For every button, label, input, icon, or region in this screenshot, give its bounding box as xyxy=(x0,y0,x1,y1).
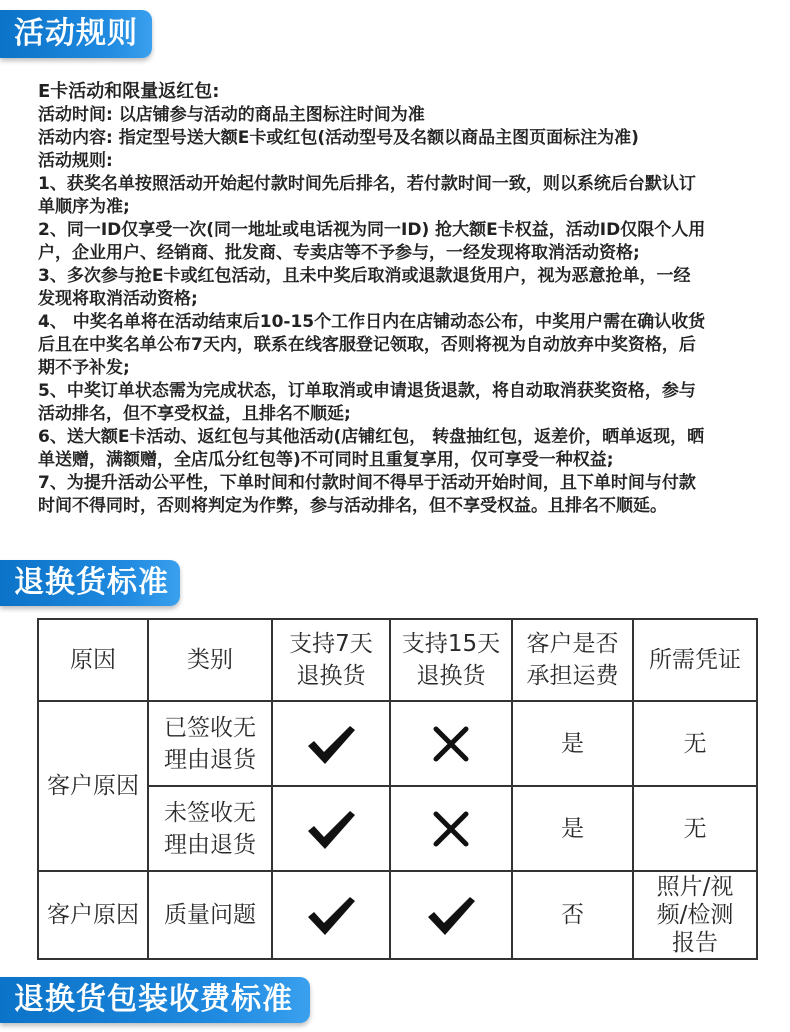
rules-line: 7、为提升活动公平性，下单时间和付款时间不得早于活动开始时间，且下单时间与付款 xyxy=(38,473,696,493)
shipping-cell: 是 xyxy=(512,701,633,786)
header-15-days-line2: 退换货 xyxy=(416,663,486,689)
rules-line: 发现将取消活动资格; xyxy=(38,289,198,309)
check-icon xyxy=(304,893,358,937)
proof-line2: 频/检测 xyxy=(656,902,734,928)
section-title-packaging-fee: 退换货包装收费标准 xyxy=(0,977,310,1023)
header-7-days xyxy=(272,619,390,701)
check-icon xyxy=(424,893,478,937)
rules-line: 活动内容: 指定型号送大额E卡或红包(活动型号及名额以商品主图页面标注为准) xyxy=(38,128,639,148)
proof-line3: 报告 xyxy=(672,930,718,956)
header-proof: 所需凭证 xyxy=(633,619,757,701)
rules-line: 活动时间: 以店铺参与活动的商品主图标注时间为准 xyxy=(38,105,425,125)
category-line2: 理由退货 xyxy=(164,746,256,773)
proof-cell: 无 xyxy=(633,786,757,871)
category-cell xyxy=(148,786,272,871)
cross-icon xyxy=(431,809,471,849)
rules-line: 户，企业用户、经销商、批发商、专卖店等不予参与，一经发现将取消活动资格; xyxy=(38,243,640,263)
header-7-days-line2: 退换货 xyxy=(296,663,366,689)
table-row xyxy=(38,871,757,959)
category-line1: 已签收无 xyxy=(164,714,256,741)
header-7-days-line1: 支持7天 xyxy=(289,631,373,657)
rules-line: 3、多次参与抢E卡或红包活动，且未中奖后取消或退款退货用户，视为恶意抢单，一经 xyxy=(38,266,691,286)
days7-cell xyxy=(272,701,390,786)
days15-cell xyxy=(390,786,512,871)
rules-line: 5、中奖订单状态需为完成状态，订单取消或申请退货退款，将自动取消获奖资格，参与 xyxy=(38,381,696,401)
proof-line1: 照片/视 xyxy=(656,874,734,900)
days15-cell xyxy=(390,701,512,786)
reason-cell: 客户原因 xyxy=(38,871,148,959)
rules-line: 4、 中奖名单将在活动结束后10-15个工作日内在店铺动态公布，中奖用户需在确认收货 xyxy=(38,312,706,332)
rules-line: 1、获奖名单按照活动开始起付款时间先后排名，若付款时间一致，则以系统后台默认订 xyxy=(38,174,696,194)
rules-line: 后且在中奖名单公布7天内，联系在线客服登记领取，否则将视为自动放弃中奖资格，后 xyxy=(38,335,696,355)
shipping-cell: 是 xyxy=(512,786,633,871)
rules-text-block xyxy=(38,80,768,518)
shipping-cell: 否 xyxy=(512,871,633,959)
category-cell xyxy=(148,701,272,786)
rules-line: 单顺序为准; xyxy=(38,197,130,217)
rules-line: 单送赠，满额赠，全店瓜分红包等)不可同时且重复享用，仅可享受一种权益; xyxy=(38,450,614,470)
header-shipping xyxy=(512,619,633,701)
header-shipping-line2: 承担运费 xyxy=(526,663,619,689)
rules-line: 6、送大额E卡活动、返红包与其他活动(店铺红包， 转盘抽红包，返差价，晒单返现，晒 xyxy=(38,427,705,447)
header-shipping-line1: 客户是否 xyxy=(526,631,619,657)
proof-cell: 无 xyxy=(633,701,757,786)
return-standard-table xyxy=(37,618,758,960)
proof-cell xyxy=(633,871,757,959)
rules-line: 期不予补发; xyxy=(38,358,130,378)
rules-heading: E卡活动和限量返红包: xyxy=(38,81,220,102)
category-line1: 未签收无 xyxy=(164,799,256,826)
check-icon xyxy=(304,807,358,851)
table-header-row xyxy=(38,619,757,701)
days15-cell xyxy=(390,871,512,959)
section-title-return-standard: 退换货标准 xyxy=(0,560,180,606)
rules-line: 活动规则: xyxy=(38,151,113,171)
cross-icon xyxy=(431,724,471,764)
rules-line: 活动排名，但不享受权益，且排名不顺延; xyxy=(38,404,351,424)
header-category: 类别 xyxy=(148,619,272,701)
check-icon xyxy=(304,722,358,766)
rules-line: 2、同一ID仅享受一次(同一地址或电话视为同一ID) 抢大额E卡权益，活动ID仅限个人用 xyxy=(38,220,706,240)
table-row xyxy=(38,701,757,786)
header-reason: 原因 xyxy=(38,619,148,701)
section-title-rules: 活动规则 xyxy=(0,10,152,58)
days7-cell xyxy=(272,871,390,959)
reason-cell: 客户原因 xyxy=(38,701,148,871)
category-line2: 理由退货 xyxy=(164,831,256,858)
category-cell: 质量问题 xyxy=(148,871,272,959)
header-15-days xyxy=(390,619,512,701)
rules-line: 时间不得同时，否则将判定为作弊，参与活动排名，但不享受权益。且排名不顺延。 xyxy=(38,496,667,516)
days7-cell xyxy=(272,786,390,871)
header-15-days-line1: 支持15天 xyxy=(401,631,501,657)
